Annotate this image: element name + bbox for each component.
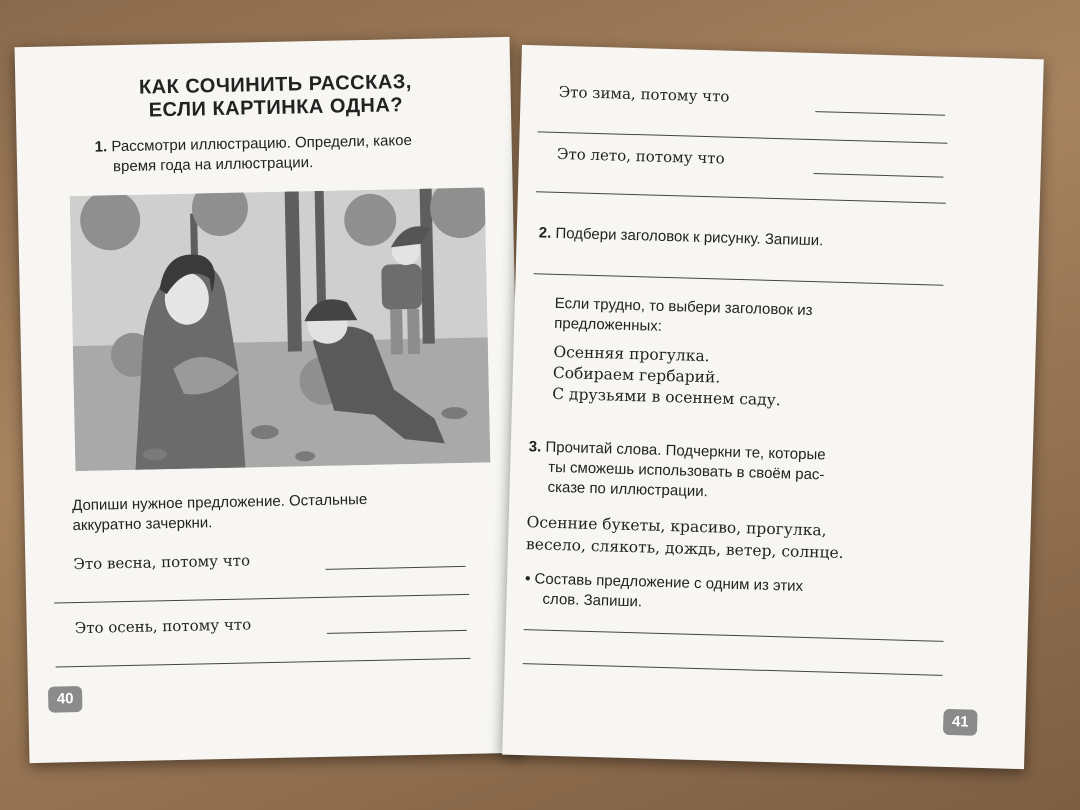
- title-option-1: Осенняя прогулка.: [553, 342, 710, 366]
- page-number-right: 41: [943, 709, 978, 736]
- word-list-line-2: весело, слякоть, дождь, ветер, солнце.: [525, 535, 844, 563]
- answer-line-winter-1[interactable]: [815, 111, 945, 116]
- task-2-number: 2.: [538, 224, 552, 242]
- autumn-illustration: [70, 187, 491, 471]
- title-option-3: С друзьями в осеннем саду.: [552, 384, 781, 410]
- task-4-line-1: Составь предложение с одним из этих: [534, 570, 804, 595]
- hint-line-2: предложенных:: [554, 314, 663, 335]
- sentence-summer: Это лето, потому что: [556, 144, 725, 168]
- page-title: [125, 71, 426, 123]
- answer-line-summer-2[interactable]: [536, 191, 946, 203]
- bullet-icon: •: [524, 570, 531, 588]
- answer-line-sentence-2[interactable]: [523, 663, 943, 676]
- answer-line-autumn-2[interactable]: [56, 658, 471, 668]
- task-1-line-1: Рассмотри иллюстрацию. Определи, какое: [111, 131, 413, 156]
- task-4-line-2: слов. Запиши.: [542, 590, 643, 611]
- title-options: [552, 342, 782, 411]
- hint-line-1: Если трудно, то выбери заголовок из: [554, 294, 813, 320]
- answer-line-autumn-1[interactable]: [327, 630, 467, 634]
- page-number-left: 40: [48, 686, 83, 713]
- sentence-winter: Это зима, потому что: [558, 82, 730, 106]
- word-list: [526, 511, 957, 567]
- answer-line-spring-1[interactable]: [326, 566, 466, 570]
- word-list-line-1: Осенние букеты, красиво, прогулка,: [526, 513, 827, 540]
- task-3-line-3: сказе по иллюстрации.: [547, 478, 708, 501]
- title-option-2: Собираем гербарий.: [552, 363, 721, 387]
- task-3-line-1: Прочитай слова. Подчеркни те, которые: [545, 438, 826, 464]
- answer-line-title[interactable]: [534, 273, 944, 285]
- task-3: [527, 437, 949, 509]
- task-1: [94, 129, 490, 177]
- title-line-1: КАК СОЧИНИТЬ РАССКАЗ,: [138, 70, 413, 99]
- sentence-autumn: Это осень, потому что: [74, 615, 252, 638]
- task-1-number: 1.: [94, 138, 108, 156]
- sentence-spring: Это весна, потому что: [73, 551, 251, 574]
- answer-line-summer-1[interactable]: [814, 173, 944, 178]
- instruction-line-1: Допиши нужное предложение. Остальные: [71, 490, 368, 515]
- task-3-number: 3.: [528, 438, 542, 456]
- hint: [554, 294, 955, 345]
- right-page: [502, 45, 1044, 769]
- task-1-line-2: время года на иллюстрации.: [112, 154, 314, 176]
- title-line-2: ЕСЛИ КАРТИНКА ОДНА?: [148, 94, 404, 122]
- left-page: [15, 37, 525, 763]
- answer-line-winter-2[interactable]: [538, 131, 948, 143]
- answer-line-spring-2[interactable]: [54, 594, 469, 604]
- instruction-line-2: аккуратно зачеркни.: [72, 514, 213, 535]
- task-2: [538, 223, 823, 251]
- instruction: [72, 487, 503, 536]
- answer-line-sentence-1[interactable]: [524, 629, 944, 642]
- task-2-text: Подбери заголовок к рисунку. Запиши.: [555, 224, 824, 250]
- task-3-line-2: ты сможешь использовать в своём рас-: [547, 458, 825, 484]
- task-4: [524, 569, 955, 621]
